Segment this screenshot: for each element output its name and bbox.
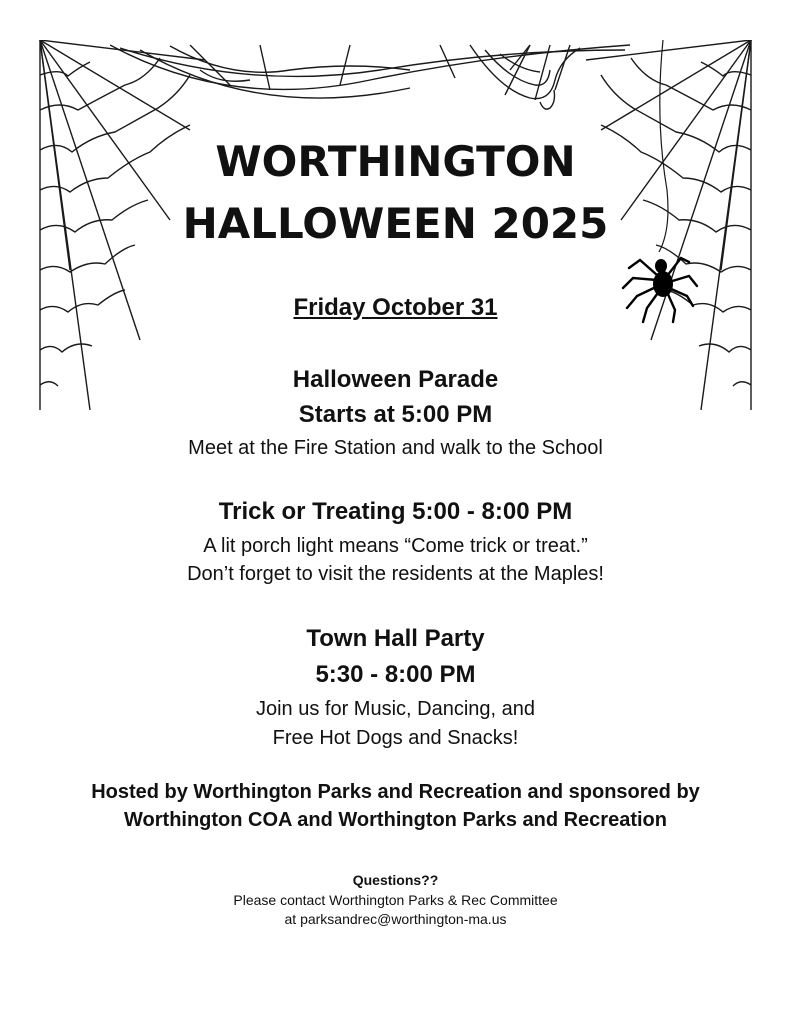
top-spiderweb-icon [110, 40, 630, 120]
event-date: Friday October 31 [293, 294, 498, 321]
questions-heading: Questions?? [352, 872, 439, 888]
hosted-line-2: Worthington COA and Worthington Parks and Recreation [124, 809, 667, 831]
parade-time: Starts at 5:00 PM [298, 401, 493, 428]
questions-email: at parksandrec@worthington-ma.us [284, 911, 507, 927]
trick-or-treat-line-2: Don’t forget to visit the residents at the Maples! [187, 563, 604, 585]
trick-or-treat-heading: Trick or Treating 5:00 - 8:00 PM [218, 498, 573, 525]
parade-heading: Halloween Parade [292, 366, 499, 393]
party-line-2: Free Hot Dogs and Snacks! [272, 727, 519, 749]
trick-or-treat-line-1: A lit porch light means “Come trick or treat.” [203, 535, 588, 557]
title-line-1: WORTHINGTON [215, 137, 576, 186]
party-time: 5:30 - 8:00 PM [315, 661, 476, 688]
title-line-2: HALLOWEEN 2025 [182, 199, 609, 248]
party-line-1: Join us for Music, Dancing, and [255, 698, 536, 720]
party-heading: Town Hall Party [306, 625, 485, 652]
parade-description: Meet at the Fire Station and walk to the School [188, 437, 603, 459]
questions-contact: Please contact Worthington Parks & Rec Committee [233, 892, 558, 908]
hosted-line-1: Hosted by Worthington Parks and Recreation and sponsored by [91, 781, 700, 803]
event-title [0, 131, 791, 255]
